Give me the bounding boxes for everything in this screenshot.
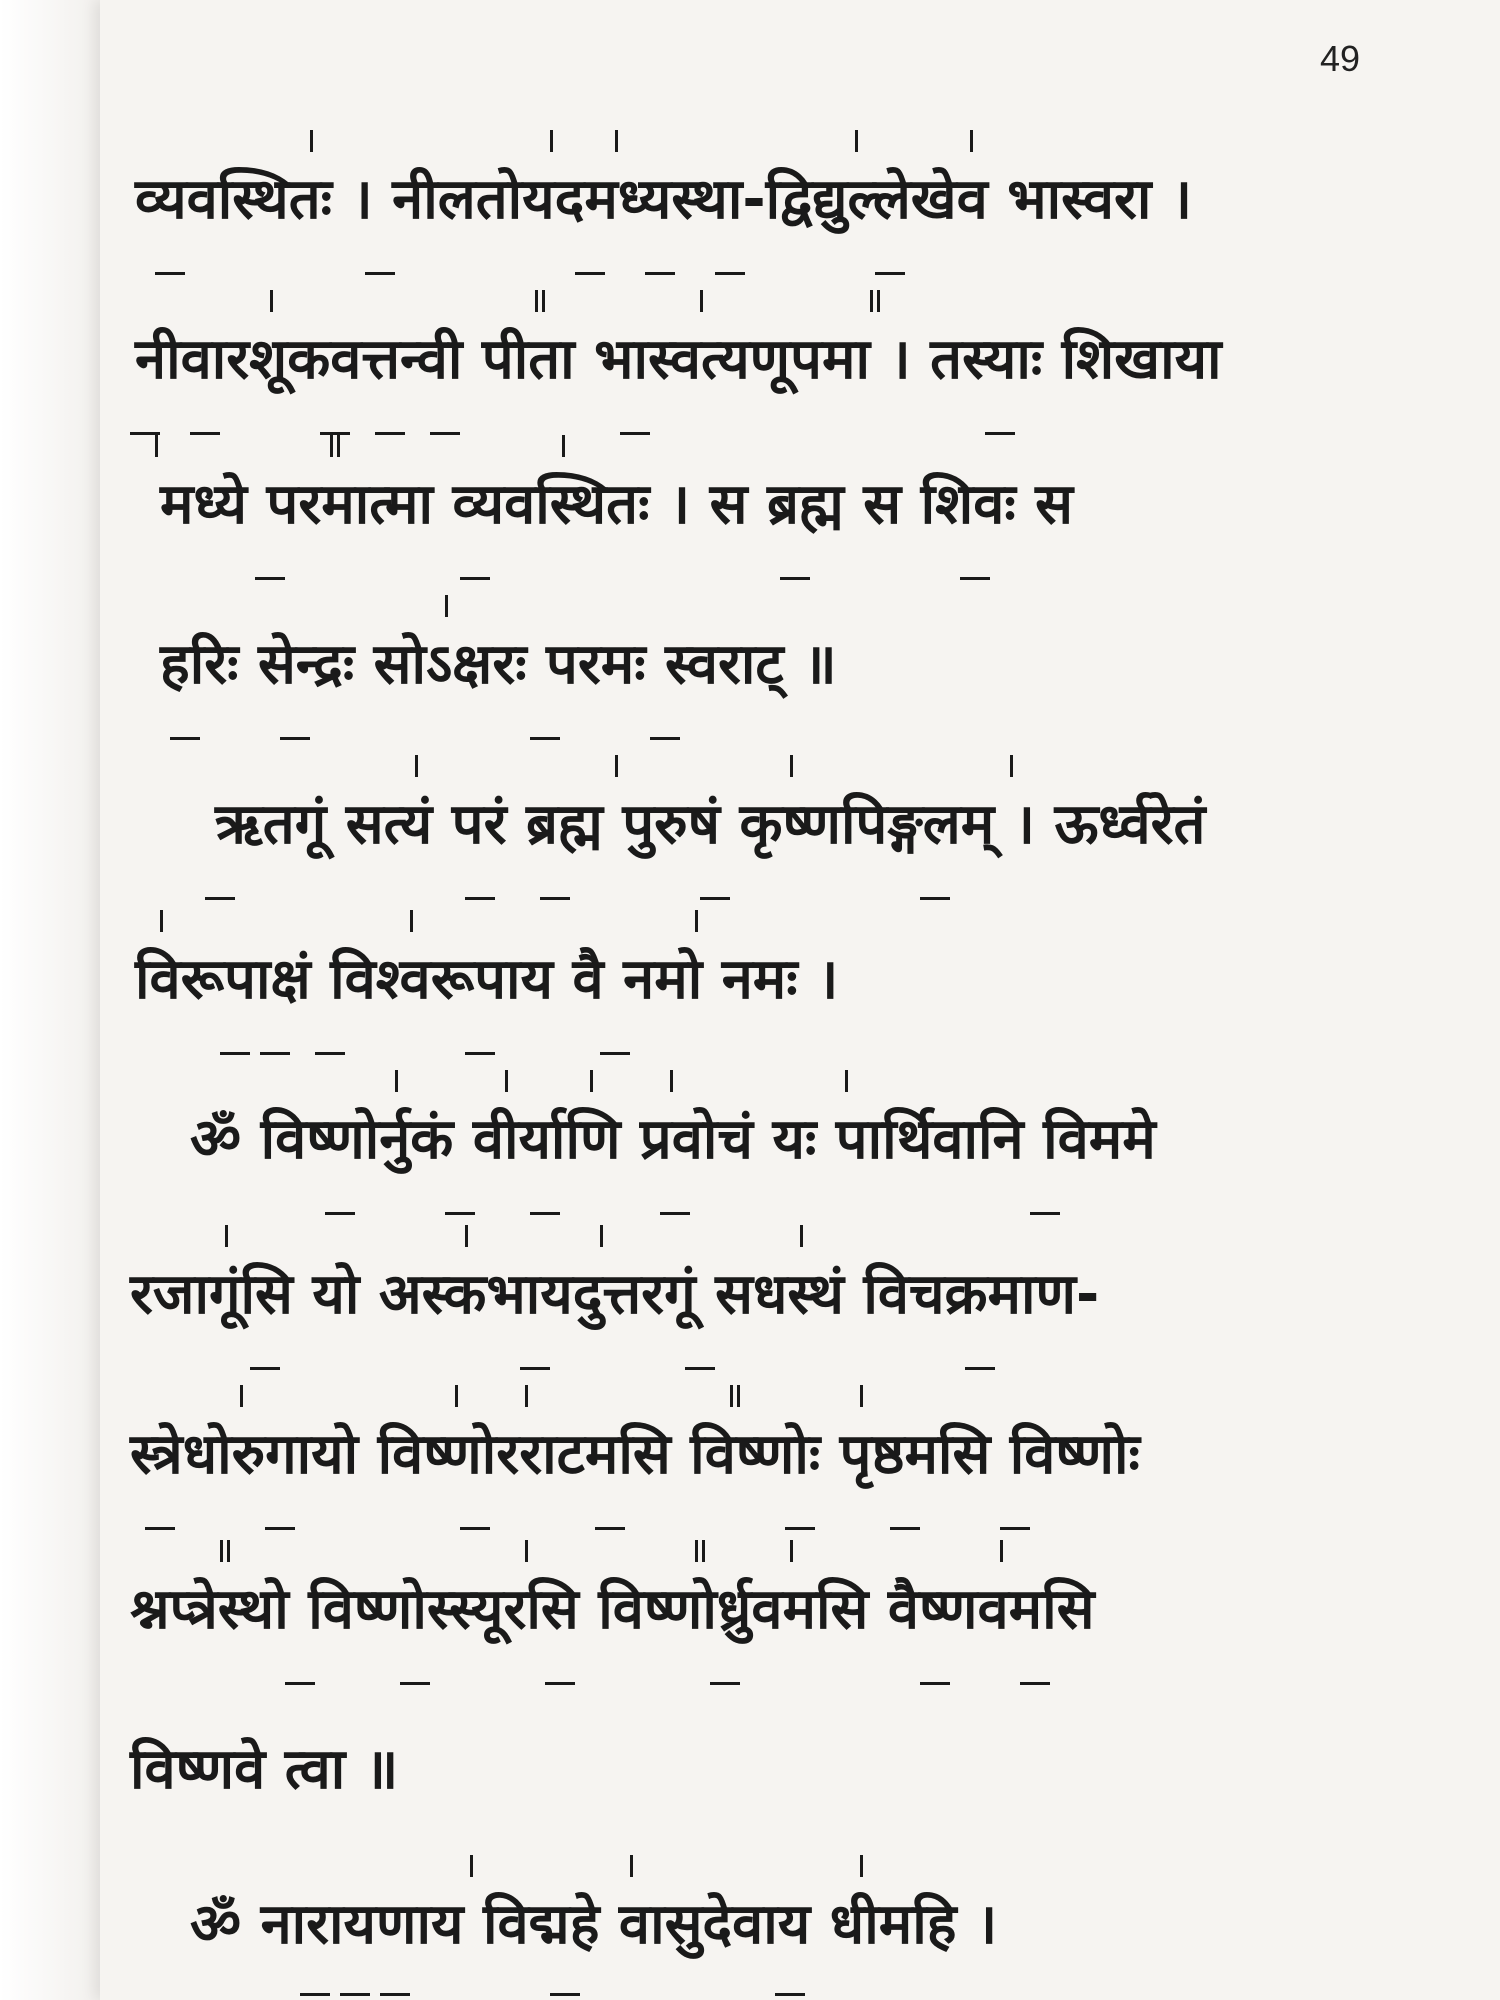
anudatta-accent-mark bbox=[250, 1367, 280, 1370]
anudatta-accent-mark bbox=[400, 1682, 430, 1685]
anudatta-accent-mark bbox=[465, 1052, 495, 1055]
anudatta-accent-mark bbox=[575, 272, 605, 275]
anudatta-accent-mark bbox=[155, 272, 185, 275]
double-svarita-accent-mark bbox=[330, 435, 340, 457]
anudatta-accent-mark bbox=[430, 432, 460, 435]
verse-line-7 bbox=[100, 1100, 1500, 1180]
udatta-accent-mark bbox=[845, 1070, 848, 1092]
verse-text: श्नप्त्रेस्थो विष्णोस्स्यूरसि विष्णोर्ध्रुवमसि वैष्णवमसि bbox=[130, 1577, 1095, 1642]
anudatta-accent-mark bbox=[645, 272, 675, 275]
verse-line-1 bbox=[100, 160, 1500, 240]
udatta-accent-mark bbox=[700, 290, 703, 312]
udatta-accent-mark bbox=[970, 130, 973, 152]
anudatta-accent-mark bbox=[340, 1993, 370, 1996]
udatta-accent-mark bbox=[855, 130, 858, 152]
udatta-accent-mark bbox=[1000, 1540, 1003, 1562]
anudatta-accent-mark bbox=[710, 1682, 740, 1685]
udatta-accent-mark bbox=[270, 290, 273, 312]
anudatta-accent-mark bbox=[920, 1682, 950, 1685]
anudatta-accent-mark bbox=[660, 1212, 690, 1215]
anudatta-accent-mark bbox=[1030, 1212, 1060, 1215]
verse-line-12 bbox=[100, 1885, 1500, 1965]
page-number: 49 bbox=[1319, 38, 1360, 79]
anudatta-accent-mark bbox=[380, 1993, 410, 1996]
double-svarita-accent-mark bbox=[870, 290, 880, 312]
udatta-accent-mark bbox=[590, 1070, 593, 1092]
udatta-accent-mark bbox=[695, 910, 698, 932]
anudatta-accent-mark bbox=[715, 272, 745, 275]
udatta-accent-mark bbox=[310, 130, 313, 152]
double-svarita-accent-mark bbox=[535, 290, 545, 312]
verse-text: मध्ये परमात्मा व्यवस्थितः । स ब्रह्म स शिवः स bbox=[160, 472, 1074, 537]
anudatta-accent-mark bbox=[170, 737, 200, 740]
udatta-accent-mark bbox=[465, 1225, 468, 1247]
verse-line-6 bbox=[100, 940, 1500, 1020]
verse-line-9 bbox=[100, 1415, 1500, 1495]
anudatta-accent-mark bbox=[620, 432, 650, 435]
anudatta-accent-mark bbox=[300, 1993, 330, 1996]
udatta-accent-mark bbox=[505, 1070, 508, 1092]
udatta-accent-mark bbox=[525, 1385, 528, 1407]
verse-text: विरूपाक्षं विश्वरूपाय वै नमो नमः । bbox=[135, 947, 839, 1012]
udatta-accent-mark bbox=[525, 1540, 528, 1562]
udatta-accent-mark bbox=[550, 130, 553, 152]
verse-text: रजागूंसि यो अस्कभायदुत्तरगूं सधस्थं विचक्रमाण- bbox=[130, 1262, 1100, 1327]
udatta-accent-mark bbox=[860, 1855, 863, 1877]
anudatta-accent-mark bbox=[325, 1212, 355, 1215]
anudatta-accent-mark bbox=[375, 432, 405, 435]
anudatta-accent-mark bbox=[285, 1682, 315, 1685]
udatta-accent-mark bbox=[470, 1855, 473, 1877]
anudatta-accent-mark bbox=[530, 737, 560, 740]
verse-text: ऋतगूं सत्यं परं ब्रह्म पुरुषं कृष्णपिङ्गलम् । ऊर्ध्वरेतं bbox=[215, 792, 1206, 857]
udatta-accent-mark bbox=[415, 755, 418, 777]
verse-line-5 bbox=[100, 785, 1500, 865]
verse-line-3 bbox=[100, 465, 1500, 545]
anudatta-accent-mark bbox=[595, 1527, 625, 1530]
anudatta-accent-mark bbox=[190, 432, 220, 435]
verse-text: ॐ विष्णोर्नुकं वीर्याणि प्रवोचं यः पार्थिवानि विममे bbox=[190, 1107, 1156, 1172]
udatta-accent-mark bbox=[1010, 755, 1013, 777]
udatta-accent-mark bbox=[600, 1225, 603, 1247]
udatta-accent-mark bbox=[630, 1855, 633, 1877]
udatta-accent-mark bbox=[155, 435, 158, 457]
verse-line-4 bbox=[100, 625, 1500, 705]
anudatta-accent-mark bbox=[1000, 1527, 1030, 1530]
book-page bbox=[100, 0, 1500, 2000]
udatta-accent-mark bbox=[240, 1385, 243, 1407]
verse-text: नीवारशूकवत्तन्वी पीता भास्वत्यणूपमा । तस्याः शिखाया bbox=[135, 327, 1222, 392]
verse-line-10 bbox=[100, 1570, 1500, 1650]
udatta-accent-mark bbox=[860, 1385, 863, 1407]
anudatta-accent-mark bbox=[530, 1212, 560, 1215]
anudatta-accent-mark bbox=[960, 577, 990, 580]
udatta-accent-mark bbox=[395, 1070, 398, 1092]
anudatta-accent-mark bbox=[875, 272, 905, 275]
anudatta-accent-mark bbox=[460, 577, 490, 580]
anudatta-accent-mark bbox=[600, 1052, 630, 1055]
anudatta-accent-mark bbox=[265, 1527, 295, 1530]
anudatta-accent-mark bbox=[965, 1367, 995, 1370]
udatta-accent-mark bbox=[790, 755, 793, 777]
verse-text: हरिः सेन्द्रः सोऽक्षरः परमः स्वराट् ॥ bbox=[160, 632, 837, 697]
udatta-accent-mark bbox=[800, 1225, 803, 1247]
anudatta-accent-mark bbox=[985, 432, 1015, 435]
anudatta-accent-mark bbox=[255, 577, 285, 580]
double-svarita-accent-mark bbox=[695, 1540, 705, 1562]
verse-line-11 bbox=[100, 1730, 1500, 1810]
anudatta-accent-mark bbox=[520, 1367, 550, 1370]
verse-line-2 bbox=[100, 320, 1500, 400]
anudatta-accent-mark bbox=[205, 897, 235, 900]
udatta-accent-mark bbox=[410, 910, 413, 932]
udatta-accent-mark bbox=[670, 1070, 673, 1092]
verse-text: व्यवस्थितः । नीलतोयदमध्यस्था-द्विद्युल्लेखेव भास्वरा । bbox=[135, 167, 1193, 232]
anudatta-accent-mark bbox=[445, 1212, 475, 1215]
anudatta-accent-mark bbox=[1020, 1682, 1050, 1685]
book-gutter bbox=[0, 0, 100, 2000]
anudatta-accent-mark bbox=[780, 577, 810, 580]
verse-line-8 bbox=[100, 1255, 1500, 1335]
anudatta-accent-mark bbox=[650, 737, 680, 740]
anudatta-accent-mark bbox=[920, 897, 950, 900]
double-svarita-accent-mark bbox=[730, 1385, 740, 1407]
udatta-accent-mark bbox=[615, 755, 618, 777]
anudatta-accent-mark bbox=[545, 1682, 575, 1685]
udatta-accent-mark bbox=[615, 130, 618, 152]
verse-text: विष्णवे त्वा ॥ bbox=[130, 1737, 399, 1802]
udatta-accent-mark bbox=[455, 1385, 458, 1407]
anudatta-accent-mark bbox=[315, 1052, 345, 1055]
anudatta-accent-mark bbox=[220, 1052, 250, 1055]
anudatta-accent-mark bbox=[775, 1993, 805, 1996]
anudatta-accent-mark bbox=[550, 1993, 580, 1996]
anudatta-accent-mark bbox=[700, 897, 730, 900]
udatta-accent-mark bbox=[790, 1540, 793, 1562]
anudatta-accent-mark bbox=[785, 1527, 815, 1530]
double-svarita-accent-mark bbox=[220, 1540, 230, 1562]
anudatta-accent-mark bbox=[280, 737, 310, 740]
udatta-accent-mark bbox=[562, 435, 565, 457]
anudatta-accent-mark bbox=[145, 1527, 175, 1530]
anudatta-accent-mark bbox=[540, 897, 570, 900]
udatta-accent-mark bbox=[445, 595, 448, 617]
udatta-accent-mark bbox=[225, 1225, 228, 1247]
verse-text: ॐ नारायणाय विद्महे वासुदेवाय धीमहि । bbox=[190, 1892, 998, 1957]
verse-text: स्त्रेधोरुगायो विष्णोरराटमसि विष्णोः पृष्ठमसि विष्णोः bbox=[130, 1422, 1140, 1487]
anudatta-accent-mark bbox=[890, 1527, 920, 1530]
udatta-accent-mark bbox=[160, 910, 163, 932]
anudatta-accent-mark bbox=[465, 897, 495, 900]
anudatta-accent-mark bbox=[685, 1367, 715, 1370]
anudatta-accent-mark bbox=[460, 1527, 490, 1530]
anudatta-accent-mark bbox=[260, 1052, 290, 1055]
anudatta-accent-mark bbox=[365, 272, 395, 275]
